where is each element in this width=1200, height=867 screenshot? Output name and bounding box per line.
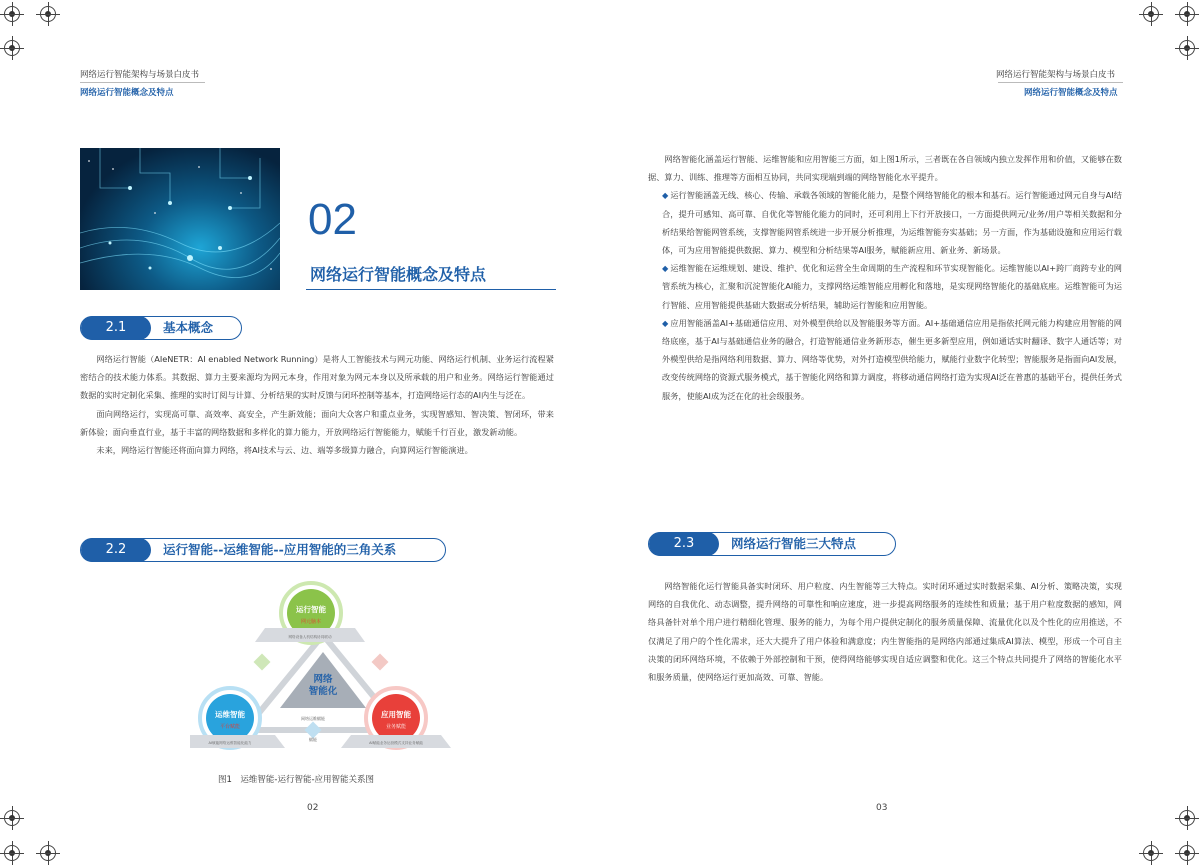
section-heading-2-3 — [648, 532, 896, 556]
right-node-label: 应用智能 — [381, 710, 411, 719]
center-label-2: 智能化 — [308, 686, 338, 697]
bullet-paragraph — [648, 186, 1122, 259]
paragraph: 网络智能化运行智能具备实时闭环、用户粒度、内生智能等三大特点。实时闭环通过实时数据采集、AI分析、策略决策，实现网络的自我优化、动态调整，提升网络的可靠性和响应速度，进一步提高网络服务的连续性和质量；基于用户粒度数据的感知，网络具备针对单个用户进行精细化管理、服务的能力，为每个用户提供定制化的服务质量保障、流量优化以及个性化的应用推送，不仅满足了用户的个性化需求，还大大提升了用户体验和满意度；内生智能指的是网络内部通过集成AI算法、模型，形成一个可自主决策的闭环网络环境，不依赖于外部控制和干预，使得网络能够实现自适应调整和优化。这三个特点共同提升了网络的智能化水平和服务质量，使网络运行更加高效、可靠、智能。 — [648, 581, 1122, 683]
paragraph-text: 运行智能涵盖无线、核心、传输、承载各领域的智能化能力，是整个网络智能化的根本和基石。运行智能通过网元自身与AI结合，提升可感知、高可靠、自优化等智能化能力的同时，还可利用上下行开放接口，一方面提供网元/业务/用户等相关数据和分析结果给智能网管系统，支撑智能网管系统进一步开展分析推理，为运维智能夯实基础；另一方面，作为基础设施和应用运行载体，可为应用智能提供数据、算力、模型和分析结果等AI服务，赋能新应用、新业务、新场景。 — [662, 190, 1122, 256]
chapter-underline — [306, 289, 556, 290]
right-node-sublabel: 业务赋能 — [385, 724, 407, 730]
paragraph: 网络智能化涵盖运行智能、运维智能和应用智能三方面，如上图1所示，三者既在各自领域内独立发挥作用和价值，又能够在数据、算力、训练、推理等方面相互协同，共同实现端到端的网络智能化水平提升。 — [648, 154, 1122, 183]
paragraph: 未来，网络运行智能还将面向算力网络，将AI技术与云、边、端等多级算力融合，向算网运行智能演进。 — [96, 445, 473, 456]
section-number: 2.2 — [81, 538, 151, 562]
paragraph-text: 应用智能涵盖AI+基础通信应用、对外模型供给以及智能服务等方面。AI+基础通信应用是指依托网元能力构建应用智能的网络底座，基于AI与基础通信业务的融合，打造智能通信业务新形态，催生更多新型应用，例如通话实时翻译、数字人通话等；对外模型供给是指网络利用数据、算力、网络等优势，对外打造模型供给能力，赋能行业数字化转型；智能服务是指面向AI发展，改变传统网络的资源式服务模式，基于智能化网络和算力调度，将移动通信网络打造为实现AI泛在普惠的基础平台，提供任务式服务，使能AI成为泛在化的社会级服务。 — [662, 317, 1122, 401]
right-page-body — [648, 150, 1122, 405]
section-heading-2-2 — [80, 538, 446, 562]
section-2-3-body — [648, 577, 1122, 686]
triangle-relationship-diagram — [190, 580, 460, 765]
center-bottom-text-1: 网络运维赋能 — [301, 716, 325, 721]
section-number: 2.1 — [81, 316, 151, 340]
connector-diamond — [372, 654, 389, 671]
section-number: 2.3 — [649, 532, 719, 556]
bullet-diamond-icon: ◆ — [662, 263, 669, 274]
running-title: 网络运行智能架构与场景白皮书 — [80, 70, 200, 80]
left-node-label: 运维智能 — [215, 710, 245, 719]
page-number: 03 — [876, 803, 888, 813]
circuit-pattern-icon — [80, 148, 280, 290]
running-subtitle: 网络运行智能概念及特点 — [80, 88, 174, 98]
center-bottom-text-2: 赋能 — [309, 737, 317, 742]
chapter-title: 网络运行智能概念及特点 — [310, 265, 487, 284]
paragraph: 网络运行智能（AIeNETR：AI enabled Network Running）是将人工智能技术与网元功能、网络运行机制、业务运行流程紧密结合的技术能力体系。其数据、算力主要来源均为网元本身，作用对象为网元本身以及所承载的用户和业务。网络运行智能通过数据的实时定制化采集、推理的实时订阅与计算、分析结果的实时反馈与闭环控制等基本，打造网络运行态的AI内生与泛在。 — [80, 354, 554, 401]
header-divider — [80, 82, 205, 83]
section-title: 网络运行智能三大特点 — [731, 536, 857, 551]
section-title: 基本概念 — [163, 320, 214, 335]
right-node-bar: AI赋能业务运营模式支持业务赋能 — [369, 741, 423, 745]
figure-caption: 图1 运维智能-运行智能-应用智能关系图 — [218, 775, 375, 785]
bullet-diamond-icon: ◆ — [662, 190, 669, 201]
bullet-paragraph — [648, 314, 1122, 405]
top-node-label: 运行智能 — [296, 605, 326, 614]
page-number: 02 — [307, 803, 319, 813]
right-page — [600, 0, 1200, 867]
connector-diamond — [254, 654, 271, 671]
top-node-sublabel: 网元脑本 — [300, 619, 322, 625]
header-divider — [998, 82, 1123, 83]
chapter-hero-image — [80, 148, 280, 290]
running-title: 网络运行智能架构与场景白皮书 — [996, 70, 1116, 80]
center-label-1: 网络 — [313, 674, 333, 685]
section-title: 运行智能--运维智能--应用智能的三角关系 — [163, 542, 397, 557]
section-heading-2-1 — [80, 316, 242, 340]
running-subtitle: 网络运行智能概念及特点 — [1024, 88, 1118, 98]
bullet-diamond-icon: ◆ — [662, 317, 669, 328]
left-node-bar: AI赋能网络运维智能化能力 — [208, 741, 252, 745]
left-node-sublabel: 平台赋能 — [219, 724, 241, 730]
section-2-1-body — [80, 350, 554, 459]
connector-diamond — [305, 722, 322, 739]
paragraph: 面向网络运行，实现高可靠、高效率、高安全，产生新效能；面向大众客户和重点业务，实现智感知、智决策、智闭环，带来新体验；面向垂直行业，基于丰富的网络数据和多样化的算力能力，开放网络运行智能能力，赋能千行百业，激发新动能。 — [80, 408, 554, 437]
paragraph-text: 运维智能在运维规划、建设、维护、优化和运营全生命周期的生产流程和环节实现智能化。运维智能以AI+跨厂商跨专业的网管系统为核心，汇聚和沉淀智能化AI能力，支撑网络运维智能应用孵化和落地，是实现网络智能化的基础底座。运维智能可为运行智能、应用智能提供基础大数据或分析结果，辅助运行智能和应用智能。 — [662, 263, 1122, 310]
bullet-paragraph — [648, 259, 1122, 314]
chapter-number: 02 — [308, 195, 357, 244]
top-node-bar: 网络设备人机结构协同联动 — [288, 635, 332, 639]
